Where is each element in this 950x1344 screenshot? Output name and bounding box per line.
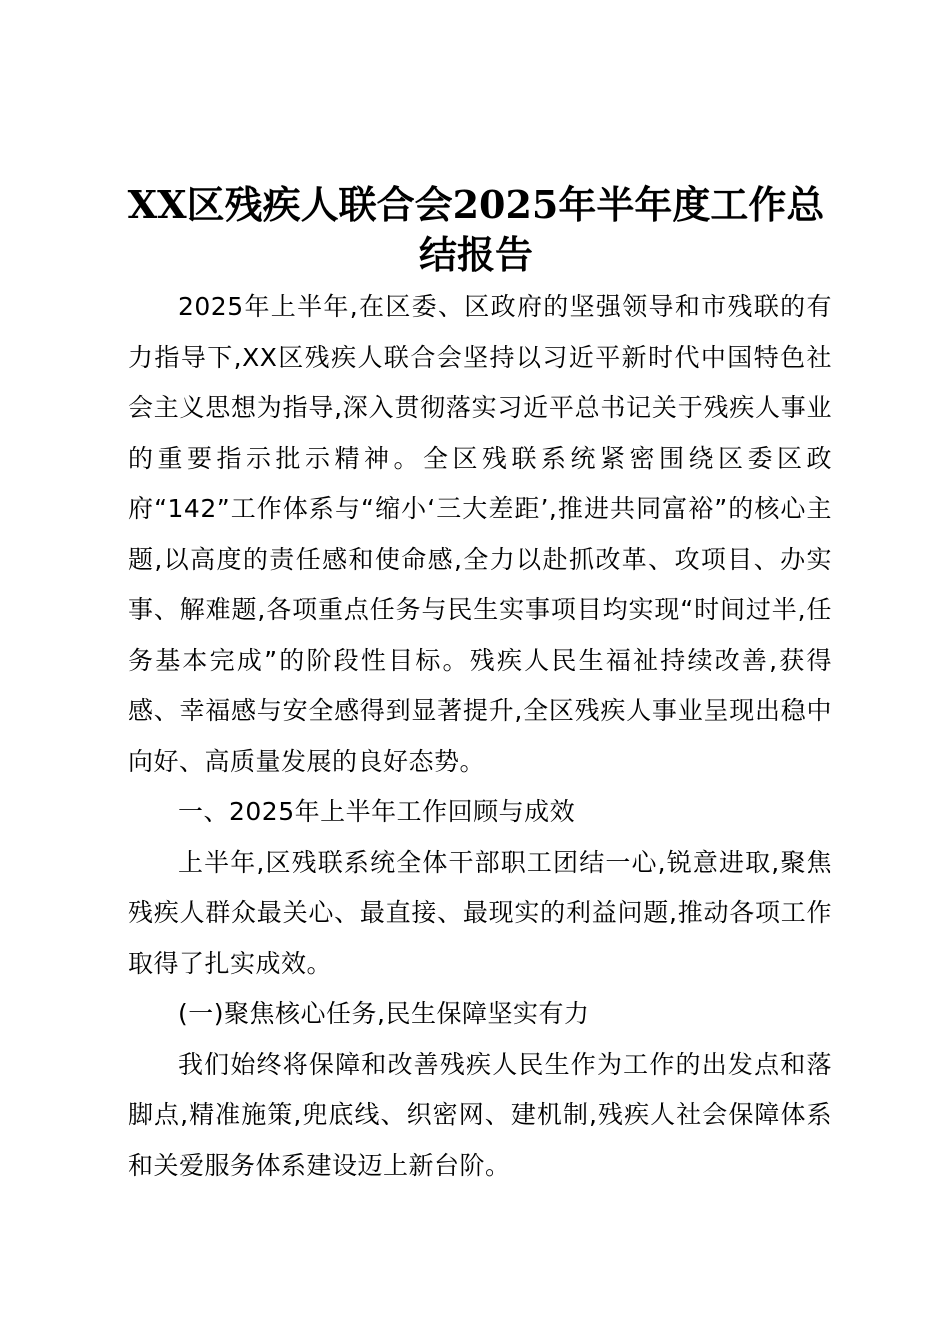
section-paragraph: 上半年,区残联系统全体干部职工团结一心,锐意进取,聚焦残疾人群众最关心、最直接、最现实的利益问题,推动各项工作取得了扎实成效。 <box>128 847 832 978</box>
subsection-paragraph: 我们始终将保障和改善残疾人民生作为工作的出发点和落脚点,精准施策,兜底线、织密网、建机制,残疾人社会保障体系和关爱服务体系建设迈上新台阶。 <box>128 1049 832 1180</box>
section-heading: 一、2025年上半年工作回顾与成效 <box>178 797 576 826</box>
subsection-heading: (一)聚焦核心任务,民生保障坚实有力 <box>178 999 590 1028</box>
intro-paragraph: 2025年上半年,在区委、区政府的坚强领导和市残联的有力指导下,XX区残疾人联合会坚持以习近平新时代中国特色社会主义思想为指导,深入贯彻落实习近平总书记关于残疾人事业的重要指示批示精神。全区残联系统紧密围绕区委区政府“142”工作体系与“缩小‘三大差距’,推进共同富裕”的核心主题,以高度的责任感和使命感,全力以赴抓改革、攻项目、办实事、解难题,各项重点任务与民生实事项目均实现“时间过半,任务基本完成”的阶段性目标。残疾人民生福祉持续改善,获得感、幸福感与安全感得到显著提升,全区残疾人事业呈现出稳中向好、高质量发展的良好态势。 <box>128 292 832 776</box>
document-title: XX区残疾人联合会2025年半年度工作总结报告 <box>127 182 825 277</box>
document-body <box>128 282 832 1191</box>
